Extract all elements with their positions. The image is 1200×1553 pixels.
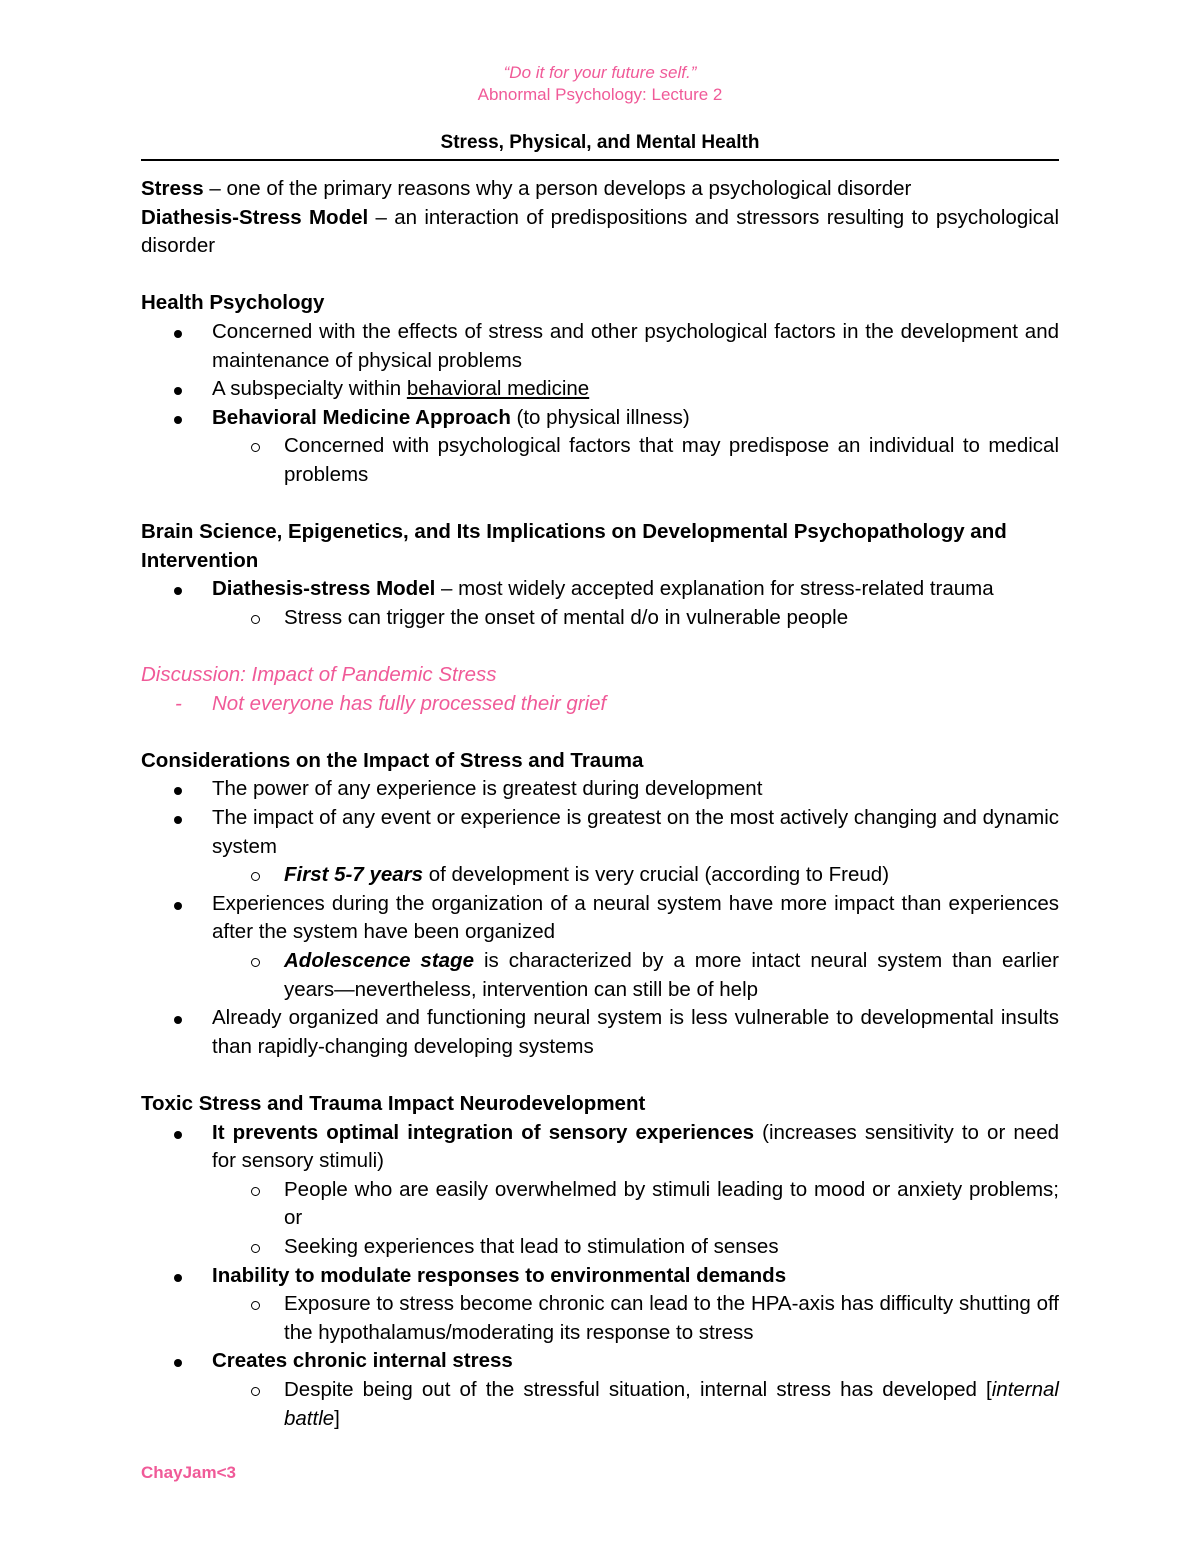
circle-bullet-icon (251, 1244, 260, 1253)
title-divider (141, 159, 1059, 161)
sub-list-item-text: Seeking experiences that lead to stimulation of senses (284, 1234, 779, 1258)
list-item-text: (to physical illness) (510, 405, 690, 429)
sub-list-item (212, 1176, 1059, 1233)
spacer (141, 718, 1059, 747)
definition-term: Diathesis-Stress Model (141, 205, 369, 229)
health-psychology-list (141, 318, 1059, 490)
circle-bullet-icon (251, 443, 260, 452)
sub-list (212, 604, 1059, 633)
circle-bullet-icon (251, 1187, 260, 1196)
sub-list-item (212, 947, 1059, 1004)
sub-list-item (212, 1233, 1059, 1262)
bullet-icon (174, 1131, 182, 1139)
sub-list-item-text: Despite being out of the stressful situation, internal stress has developed [ (284, 1377, 992, 1401)
brain-science-list (141, 575, 1059, 632)
page-header (141, 62, 1059, 106)
circle-bullet-icon (251, 1387, 260, 1396)
circle-bullet-icon (251, 615, 260, 624)
header-motto: “Do it for your future self.” (503, 63, 697, 82)
sub-list-item (212, 861, 1059, 890)
bullet-icon (174, 1359, 182, 1367)
list-item (141, 804, 1059, 890)
sub-list (212, 1376, 1059, 1433)
definition-text: – an interaction of predispositions and stressors resulting to psychological disorder (141, 205, 1059, 258)
sub-list-item-text: of development is very crucial (according to Freud) (423, 863, 890, 887)
behavioral-medicine-underlined: behavioral medicine (406, 377, 590, 401)
sub-list-item (212, 1290, 1059, 1347)
list-item (141, 890, 1059, 1004)
sub-list-item (212, 432, 1059, 489)
definition-stress (141, 175, 1059, 204)
spacer (141, 633, 1059, 662)
list-item-text: – most widely accepted explanation for stress-related trauma (435, 577, 994, 601)
sub-list-item (212, 604, 1059, 633)
discussion-heading: Discussion: Impact of Pandemic Stress (141, 663, 497, 687)
list-item (141, 575, 1059, 632)
list-item (141, 375, 1059, 404)
sub-list (212, 947, 1059, 1004)
list-item (141, 1119, 1059, 1262)
sub-list (212, 432, 1059, 489)
list-item-text: The impact of any event or experience is greatest on the most actively changing and dynamic system (212, 806, 1059, 858)
list-item-bold: Creates chronic internal stress (212, 1349, 513, 1373)
list-item-bold: Diathesis-stress Model (212, 577, 436, 601)
circle-bullet-icon (251, 872, 260, 881)
considerations-list (141, 775, 1059, 1061)
sub-list-item-text: is characterized by a more intact neural system than earlier years—nevertheless, intervention can still be of help (284, 949, 1059, 1001)
sub-list-item-text: ] (334, 1406, 340, 1430)
sub-list-item-bold: Adolescence stage (284, 949, 474, 973)
toxic-stress-list (141, 1119, 1059, 1434)
list-item (141, 404, 1059, 490)
bullet-icon (174, 330, 182, 338)
list-item-bold: It prevents optimal integration of sensory experiences (212, 1120, 755, 1144)
bullet-icon (174, 587, 182, 595)
sub-list (212, 861, 1059, 890)
bullet-icon (174, 416, 182, 424)
sub-list-item-text: People who are easily overwhelmed by stimuli leading to mood or anxiety problems; or (284, 1177, 1059, 1230)
bullet-icon (174, 902, 182, 910)
bullet-icon (174, 816, 182, 824)
bullet-icon (174, 1274, 182, 1282)
list-item-text: The power of any experience is greatest during development (212, 777, 763, 801)
list-item (141, 318, 1059, 375)
sub-list-item (212, 1376, 1059, 1433)
spacer (141, 1061, 1059, 1090)
section-heading-considerations: Considerations on the Impact of Stress and Trauma (141, 748, 644, 772)
bullet-icon (174, 1016, 182, 1024)
list-item (141, 775, 1059, 804)
definition-term: Stress (141, 177, 204, 200)
spacer (141, 261, 1059, 290)
list-item-text: (increases sensitivity to or need for sensory stimuli) (212, 1120, 1059, 1173)
list-item (141, 1004, 1059, 1061)
sub-list-item-bold: First 5-7 years (284, 863, 424, 887)
section-heading-toxic-stress: Toxic Stress and Trauma Impact Neurodevelopment (141, 1092, 646, 1115)
section-heading-brain-science: Brain Science, Epigenetics, and Its Implications on Developmental Psychopathology and Intervention (141, 520, 1007, 572)
document-page (141, 62, 1059, 1433)
definition-diathesis-stress (141, 204, 1059, 261)
list-item (141, 1262, 1059, 1348)
sub-list-item-text: Concerned with psychological factors that may predispose an individual to medical problems (284, 434, 1059, 486)
page-footer: ChayJam<3 (141, 1463, 236, 1482)
list-item-text: Experiences during the organization of a neural system have more impact than experiences after the system have been organized (212, 891, 1059, 944)
sub-list-item-text: Stress can trigger the onset of mental d/o in vulnerable people (284, 605, 849, 629)
list-item-text: Concerned with the effects of stress and other psychological factors in the development and maintenance of physical problems (212, 319, 1059, 372)
list-item-bold: Behavioral Medicine Approach (212, 405, 511, 429)
spacer (141, 490, 1059, 519)
discussion-item-text: Not everyone has fully processed their grief (212, 691, 607, 715)
definition-text: – one of the primary reasons why a person develops a psychological disorder (203, 177, 912, 200)
bullet-icon (174, 387, 182, 395)
discussion-item (141, 690, 1059, 719)
sub-list-item-italic: internal battle (284, 1377, 1059, 1430)
list-item-bold: Inability to modulate responses to environmental demands (212, 1263, 787, 1287)
header-course: Abnormal Psychology: Lecture 2 (477, 85, 723, 104)
dash-bullet: - (175, 691, 182, 715)
circle-bullet-icon (251, 1301, 260, 1310)
list-item-text: Already organized and functioning neural system is less vulnerable to developmental insults than rapidly-changing developing systems (212, 1006, 1059, 1058)
sub-list (212, 1290, 1059, 1347)
circle-bullet-icon (251, 958, 260, 967)
section-heading-health-psychology: Health Psychology (141, 291, 325, 315)
list-item (141, 1347, 1059, 1433)
list-item-text: A subspecialty within (212, 377, 407, 401)
sub-list (212, 1176, 1059, 1262)
bullet-icon (174, 787, 182, 795)
document-title: Stress, Physical, and Mental Health (440, 132, 760, 153)
sub-list-item-text: Exposure to stress become chronic can lead to the HPA-axis has difficulty shutting off the hypothalamus/moderating its response to stress (284, 1292, 1059, 1344)
